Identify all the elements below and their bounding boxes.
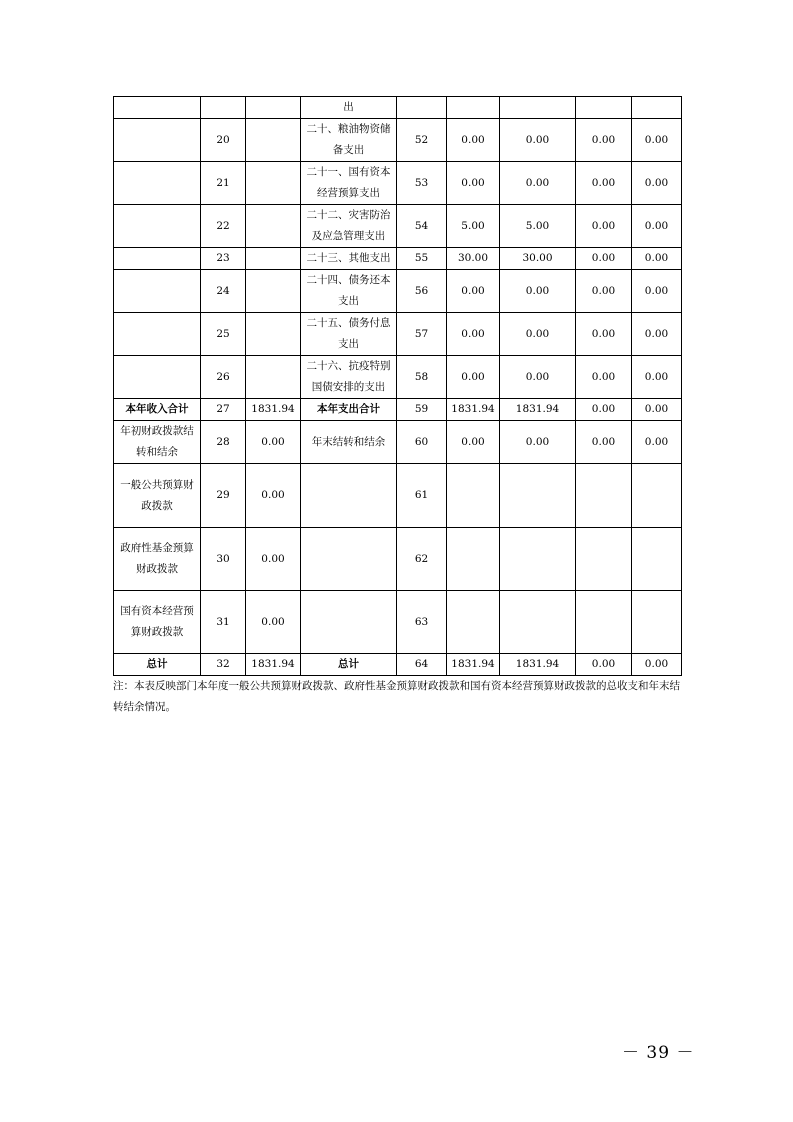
income-row-no: 22 — [201, 205, 246, 248]
budget-table — [113, 96, 682, 676]
expense-state-capital: 0.00 — [632, 399, 682, 421]
expense-row-no: 56 — [397, 270, 447, 313]
expense-state-capital: 0.00 — [632, 313, 682, 356]
expense-general-budget: 30.00 — [500, 248, 576, 270]
expense-general-budget — [500, 97, 576, 119]
income-item — [114, 270, 201, 313]
income-row-no: 31 — [201, 591, 246, 654]
expense-item: 二十三、其他支出 — [301, 248, 397, 270]
income-row-no: 32 — [201, 654, 246, 676]
expense-row-no: 63 — [397, 591, 447, 654]
table-row — [114, 421, 682, 464]
expense-item — [301, 591, 397, 654]
income-amount: 1831.94 — [246, 399, 301, 421]
expense-general-budget — [500, 464, 576, 528]
income-row-no: 26 — [201, 356, 246, 399]
income-amount — [246, 356, 301, 399]
income-amount — [246, 270, 301, 313]
expense-state-capital — [632, 528, 682, 591]
table-row — [114, 270, 682, 313]
expense-row-no — [397, 97, 447, 119]
expense-gov-fund: 0.00 — [576, 119, 632, 162]
expense-state-capital: 0.00 — [632, 421, 682, 464]
expense-state-capital: 0.00 — [632, 162, 682, 205]
income-amount: 1831.94 — [246, 654, 301, 676]
income-amount — [246, 248, 301, 270]
table-row — [114, 528, 682, 591]
expense-general-budget: 1831.94 — [500, 654, 576, 676]
income-amount: 0.00 — [246, 528, 301, 591]
expense-general-budget: 1831.94 — [500, 399, 576, 421]
expense-total: 5.00 — [447, 205, 500, 248]
expense-row-no: 60 — [397, 421, 447, 464]
expense-gov-fund: 0.00 — [576, 162, 632, 205]
expense-total: 0.00 — [447, 119, 500, 162]
expense-row-no: 62 — [397, 528, 447, 591]
income-item — [114, 162, 201, 205]
expense-row-no: 61 — [397, 464, 447, 528]
expense-item: 二十、粮油物资储备支出 — [301, 119, 397, 162]
expense-total: 0.00 — [447, 421, 500, 464]
income-item — [114, 205, 201, 248]
income-row-no: 21 — [201, 162, 246, 205]
expense-row-no: 59 — [397, 399, 447, 421]
expense-general-budget — [500, 528, 576, 591]
income-item: 政府性基金预算财政拨款 — [114, 528, 201, 591]
income-amount: 0.00 — [246, 591, 301, 654]
income-amount: 0.00 — [246, 464, 301, 528]
expense-item — [301, 528, 397, 591]
expense-row-no: 55 — [397, 248, 447, 270]
expense-state-capital — [632, 464, 682, 528]
expense-gov-fund: 0.00 — [576, 270, 632, 313]
expense-gov-fund: 0.00 — [576, 654, 632, 676]
table-row — [114, 399, 682, 421]
expense-gov-fund: 0.00 — [576, 399, 632, 421]
expense-total: 1831.94 — [447, 654, 500, 676]
income-row-no: 29 — [201, 464, 246, 528]
expense-total: 0.00 — [447, 313, 500, 356]
table-row — [114, 162, 682, 205]
table-row — [114, 119, 682, 162]
expense-general-budget: 0.00 — [500, 119, 576, 162]
income-item: 总计 — [114, 654, 201, 676]
table-body — [114, 97, 682, 676]
expense-item: 二十四、债务还本支出 — [301, 270, 397, 313]
income-item — [114, 119, 201, 162]
expense-gov-fund — [576, 528, 632, 591]
expense-general-budget: 0.00 — [500, 270, 576, 313]
expense-total: 0.00 — [447, 356, 500, 399]
expense-gov-fund: 0.00 — [576, 313, 632, 356]
income-item — [114, 248, 201, 270]
table-row — [114, 654, 682, 676]
table-row — [114, 591, 682, 654]
expense-item — [301, 464, 397, 528]
income-item — [114, 97, 201, 119]
income-row-no: 28 — [201, 421, 246, 464]
expense-state-capital: 0.00 — [632, 356, 682, 399]
expense-gov-fund — [576, 97, 632, 119]
income-amount: 0.00 — [246, 421, 301, 464]
expense-total: 0.00 — [447, 270, 500, 313]
page-number: － 39 － — [622, 1043, 695, 1063]
income-item: 年初财政拨款结转和结余 — [114, 421, 201, 464]
table-row — [114, 464, 682, 528]
table-row — [114, 248, 682, 270]
income-row-no: 24 — [201, 270, 246, 313]
expense-total: 0.00 — [447, 162, 500, 205]
income-amount — [246, 313, 301, 356]
expense-item: 年末结转和结余 — [301, 421, 397, 464]
expense-item: 总计 — [301, 654, 397, 676]
income-amount — [246, 162, 301, 205]
income-item — [114, 356, 201, 399]
expense-row-no: 53 — [397, 162, 447, 205]
income-item: 本年收入合计 — [114, 399, 201, 421]
expense-state-capital — [632, 591, 682, 654]
expense-total — [447, 464, 500, 528]
expense-general-budget: 0.00 — [500, 356, 576, 399]
expense-item: 本年支出合计 — [301, 399, 397, 421]
expense-general-budget: 0.00 — [500, 421, 576, 464]
expense-gov-fund: 0.00 — [576, 421, 632, 464]
expense-state-capital: 0.00 — [632, 654, 682, 676]
expense-gov-fund: 0.00 — [576, 248, 632, 270]
income-amount — [246, 97, 301, 119]
expense-state-capital: 0.00 — [632, 270, 682, 313]
table-row — [114, 205, 682, 248]
expense-gov-fund — [576, 591, 632, 654]
income-amount — [246, 119, 301, 162]
income-row-no — [201, 97, 246, 119]
income-row-no: 25 — [201, 313, 246, 356]
expense-general-budget: 0.00 — [500, 162, 576, 205]
table-row — [114, 97, 682, 119]
income-item: 一般公共预算财政拨款 — [114, 464, 201, 528]
expense-row-no: 57 — [397, 313, 447, 356]
income-amount — [246, 205, 301, 248]
expense-item: 二十一、国有资本经营预算支出 — [301, 162, 397, 205]
expense-row-no: 58 — [397, 356, 447, 399]
expense-row-no: 52 — [397, 119, 447, 162]
expense-item: 二十五、债务付息支出 — [301, 313, 397, 356]
expense-item: 二十二、灾害防治及应急管理支出 — [301, 205, 397, 248]
income-row-no: 23 — [201, 248, 246, 270]
table-row — [114, 313, 682, 356]
expense-general-budget — [500, 591, 576, 654]
expense-gov-fund: 0.00 — [576, 205, 632, 248]
expense-state-capital — [632, 97, 682, 119]
expense-gov-fund — [576, 464, 632, 528]
income-row-no: 20 — [201, 119, 246, 162]
expense-total — [447, 528, 500, 591]
expense-total: 30.00 — [447, 248, 500, 270]
expense-state-capital: 0.00 — [632, 205, 682, 248]
table-row — [114, 356, 682, 399]
expense-general-budget: 0.00 — [500, 313, 576, 356]
expense-item: 二十六、抗疫特别国债安排的支出 — [301, 356, 397, 399]
income-item: 国有资本经营预算财政拨款 — [114, 591, 201, 654]
table-footnote: 注：本表反映部门本年度一般公共预算财政拨款、政府性基金预算财政拨款和国有资本经营预算财政拨款的总收支和年末结转结余情况。 — [113, 680, 680, 713]
expense-total — [447, 97, 500, 119]
expense-total: 1831.94 — [447, 399, 500, 421]
expense-general-budget: 5.00 — [500, 205, 576, 248]
income-row-no: 27 — [201, 399, 246, 421]
income-item — [114, 313, 201, 356]
expense-row-no: 64 — [397, 654, 447, 676]
expense-item: 出 — [301, 97, 397, 119]
expense-gov-fund: 0.00 — [576, 356, 632, 399]
income-row-no: 30 — [201, 528, 246, 591]
expense-state-capital: 0.00 — [632, 119, 682, 162]
expense-state-capital: 0.00 — [632, 248, 682, 270]
expense-row-no: 54 — [397, 205, 447, 248]
expense-total — [447, 591, 500, 654]
